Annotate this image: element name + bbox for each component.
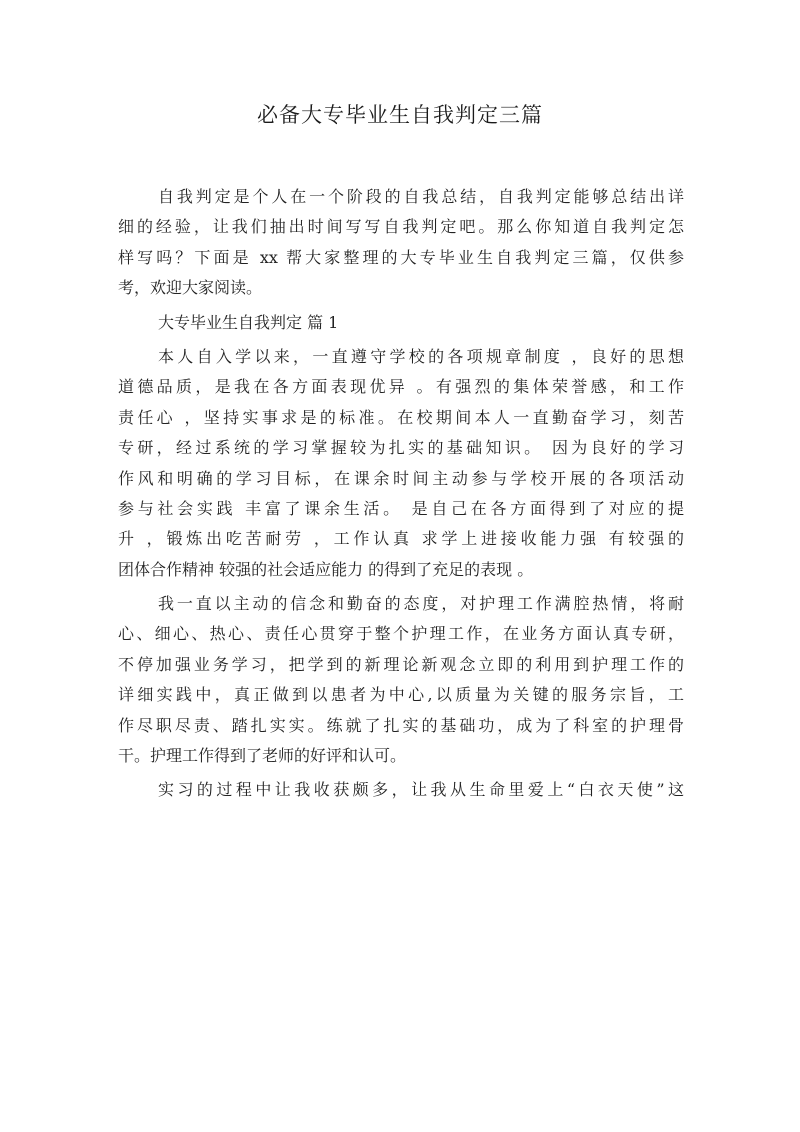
- text-line: 不停加强业务学习，把学到的新理论新观念立即的利用到护理工作的: [118, 654, 684, 674]
- text-line: 干。护理工作得到了老师的好评和认可。: [118, 746, 407, 766]
- text-line: 作尽职尽责、踏扎实实。练就了扎实的基础功，成为了科室的护理骨: [118, 715, 684, 735]
- text-line: 心、细心、热心、责任心贯穿于整个护理工作，在业务方面认真专研，: [118, 624, 684, 644]
- text-line: 升 ，锻炼出吃苦耐劳 ，工作认真 求学上进接收能力强 有较强的: [118, 529, 684, 549]
- section-heading: 大专毕业生自我判定 篇 1: [158, 312, 339, 332]
- text-line: 作风和明确的学习目标，在课余时间主动参与学校开展的各项活动: [118, 468, 684, 488]
- text-line: 细的经验，让我们抽出时间写写自我判定吧。那么你知道自我判定怎: [118, 217, 684, 237]
- text-line: 详细实践中，真正做到以患者为中心,以质量为关键的服务宗旨，工: [118, 685, 684, 705]
- text-line: 道德品质，是我在各方面表现优异 。有强烈的集体荣誉感，和工作: [118, 377, 684, 397]
- text-line: 样写吗？下面是 xx 帮大家整理的大专毕业生自我判定三篇，仅供参: [118, 247, 684, 267]
- text-line: 参与社会实践 丰富了课余生活。 是自己在各方面得到了对应的提: [118, 498, 684, 518]
- text-line: 团体合作精神 较强的社会适应能力 的得到了充足的表现 。: [118, 559, 534, 579]
- text-line: 实习的过程中让我收获颇多，让我从生命里爱上“白衣天使”这: [158, 780, 684, 800]
- text-line: 本人自入学以来，一直遵守学校的各项规章制度 ，良好的思想: [158, 346, 684, 366]
- document-title: 必备大专毕业生自我判定三篇: [257, 103, 543, 127]
- text-line: 责任心 ，坚持实事求是的标准。在校期间本人一直勤奋学习，刻苦: [118, 407, 684, 427]
- document-body: [118, 182, 684, 806]
- text-line: 考，欢迎大家阅读。: [118, 278, 263, 298]
- text-line: 我一直以主动的信念和勤奋的态度，对护理工作满腔热情，将耐: [158, 594, 684, 614]
- text-line: 专研，经过系统的学习掌握较为扎实的基础知识。 因为良好的学习: [118, 438, 684, 458]
- text-line: 自我判定是个人在一个阶段的自我总结，自我判定能够总结出详: [158, 187, 684, 206]
